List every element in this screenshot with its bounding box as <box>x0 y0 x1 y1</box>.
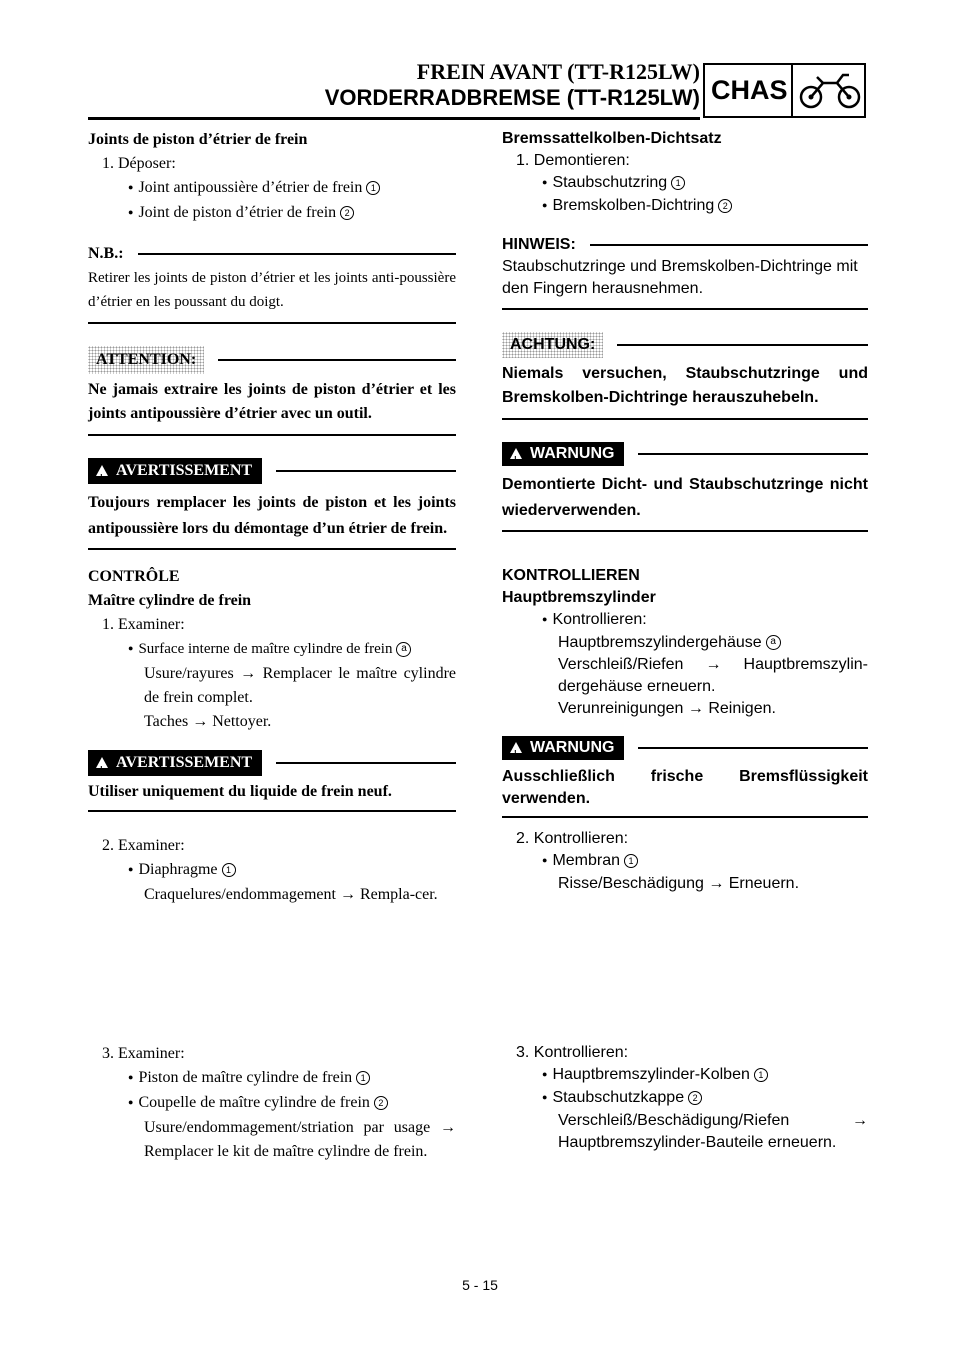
de-caution-header: ACHTUNG: <box>502 332 868 358</box>
de-warning-text: Demontierte Dicht- und Staubschutzringe nicht wiederverwenden. <box>502 476 868 519</box>
de-detail: Risse/Beschädigung → Erneuern. <box>558 875 800 892</box>
warning-icon <box>510 448 522 459</box>
fr-inspection-subtitle: Maître cylindre de frein <box>88 592 252 609</box>
callout-number: 1 <box>624 854 638 868</box>
de-note-text: Staubschutzringe und Bremskolben-Dichtringe mit den Fingern herausnehmen. <box>502 258 858 297</box>
de-list-item: ● Kontrollieren: <box>502 609 868 632</box>
fr-detail: Usure/rayures → Remplacer le maître cylindre de frein complet. <box>144 665 456 706</box>
callout-number: 1 <box>222 863 236 877</box>
fr-detail: Usure/endommagement/striation par usage → Remplacer le kit de maître cylindre de frein. <box>144 1119 456 1160</box>
fr-list-item: ● Joint antipoussière d’étrier de frein 1 <box>88 176 456 201</box>
fr-step-1: 1. Déposer: <box>102 155 176 172</box>
fr-caution-header: ATTENTION: <box>88 346 456 374</box>
de-warning-header: !WARNUNG <box>502 442 868 466</box>
de-detail: Hauptbremszylinder-Bauteile erneuern. <box>558 1134 837 1151</box>
german-column <box>502 128 868 532</box>
fr-caution-text: Ne jamais extraire les joints de piston d’étrier et les joints antipoussière d’étrier avec un outil. <box>88 381 456 422</box>
page-title-fr: FREIN AVANT (TT-R125LW) <box>416 59 700 84</box>
de-list-item: ● Staubschutzring 1 <box>502 172 868 195</box>
fr-warning-header: !AVERTISSEMENT <box>88 750 456 776</box>
divider <box>88 322 456 324</box>
divider <box>88 548 456 550</box>
de-step-2: 2. Kontrollieren: <box>516 830 629 847</box>
callout-number: 2 <box>718 199 732 213</box>
page-number: 5 - 15 <box>462 1277 498 1293</box>
divider <box>88 434 456 436</box>
motorcycle-icon <box>797 71 863 111</box>
fr-note-header: N.B.: <box>88 242 456 266</box>
page-title-de: VORDERRADBREMSE (TT-R125LW) <box>324 85 700 110</box>
callout-number: 1 <box>366 181 380 195</box>
de-detail: Verschleiß/Riefen → Hauptbremszylin-dergehäuse erneuern. <box>558 656 868 695</box>
warning-icon <box>96 757 108 768</box>
de-section-title: Bremssattelkolben-Dichtsatz <box>502 130 722 147</box>
callout-letter: a <box>766 635 781 650</box>
warning-icon <box>510 742 522 753</box>
divider <box>502 308 868 310</box>
de-inspection-subtitle: Hauptbremszylinder <box>502 589 656 606</box>
fr-warning-header: !AVERTISSEMENT <box>88 458 456 484</box>
de-list-item: ● Bremskolben-Dichtring 2 <box>502 195 868 218</box>
fr-list-item: ● Joint de piston d’étrier de frein 2 <box>88 201 456 226</box>
de-detail: Hauptbremszylindergehäuse a <box>502 632 868 654</box>
de-list-item: ● Membran 1 <box>502 850 868 873</box>
divider <box>502 530 868 532</box>
section-badge <box>703 63 866 118</box>
de-detail: Verunreinigungen → Reinigen. <box>558 700 776 717</box>
callout-number: 2 <box>340 206 354 220</box>
divider <box>502 418 868 420</box>
section-divider <box>791 65 793 116</box>
fr-list-item: ● Coupelle de maître cylindre de frein 2 <box>88 1091 456 1116</box>
de-list-item: ● Staubschutzkappe 2 <box>502 1087 868 1110</box>
fr-detail: Taches → Nettoyer. <box>144 713 272 730</box>
fr-warning-text: Utiliser uniquement du liquide de frein neuf. <box>88 783 392 800</box>
de-warning-text: Ausschließlich frische Bremsflüssigkeit verwenden. <box>502 768 868 807</box>
fr-section-title: Joints de piston d’étrier de frein <box>88 131 308 148</box>
divider <box>502 816 868 818</box>
de-list-item: ● Hauptbremszylinder-Kolben 1 <box>502 1064 868 1087</box>
header-rule <box>88 117 700 120</box>
callout-number: 1 <box>754 1068 768 1082</box>
fr-step-1: 1. Examiner: <box>102 616 185 633</box>
de-warning-header: !WARNUNG <box>502 736 868 760</box>
warning-icon <box>96 465 108 476</box>
fr-note-text: Retirer les joints de piston d’étrier et les joints anti-poussière d’étrier en les poussant du doigt. <box>88 270 456 310</box>
section-label: CHAS <box>711 75 788 105</box>
fr-step-3: 3. Examiner: <box>102 1045 185 1062</box>
callout-letter: a <box>396 642 411 657</box>
french-column-inspection <box>88 565 456 907</box>
callout-number: 1 <box>671 176 685 190</box>
de-note-header: HINWEIS: <box>502 234 868 256</box>
callout-number: 2 <box>374 1096 388 1110</box>
german-column-step3 <box>502 1042 868 1154</box>
fr-list-item: ● Surface interne de maître cylindre de frein a <box>88 637 456 662</box>
german-column-inspection <box>502 565 868 895</box>
fr-step-2: 2. Examiner: <box>102 837 185 854</box>
fr-inspection-title: CONTRÔLE <box>88 568 180 585</box>
fr-list-item: ● Diaphragme 1 <box>88 858 456 883</box>
de-caution-text: Niemals versuchen, Staubschutzringe und Bremskolben-Dichtringe herauszuhebeln. <box>502 365 868 406</box>
callout-number: 2 <box>688 1091 702 1105</box>
de-inspection-title: KONTROLLIEREN <box>502 567 640 584</box>
french-column <box>88 128 456 550</box>
french-column-step3 <box>88 1042 456 1164</box>
de-step-1: 1. Demontieren: <box>516 152 630 169</box>
fr-detail: Craquelures/endommagement → Rempla-cer. <box>144 886 438 903</box>
fr-list-item: ● Piston de maître cylindre de frein 1 <box>88 1066 456 1091</box>
fr-warning-text: Toujours remplacer les joints de piston et les joints antipoussière lors du démontage d’un étrier de frein. <box>88 494 456 537</box>
de-step-3: 3. Kontrollieren: <box>516 1044 629 1061</box>
divider <box>88 810 456 812</box>
callout-number: 1 <box>356 1071 370 1085</box>
de-detail: Verschleiß/Beschädigung/Riefen → <box>558 1112 868 1129</box>
